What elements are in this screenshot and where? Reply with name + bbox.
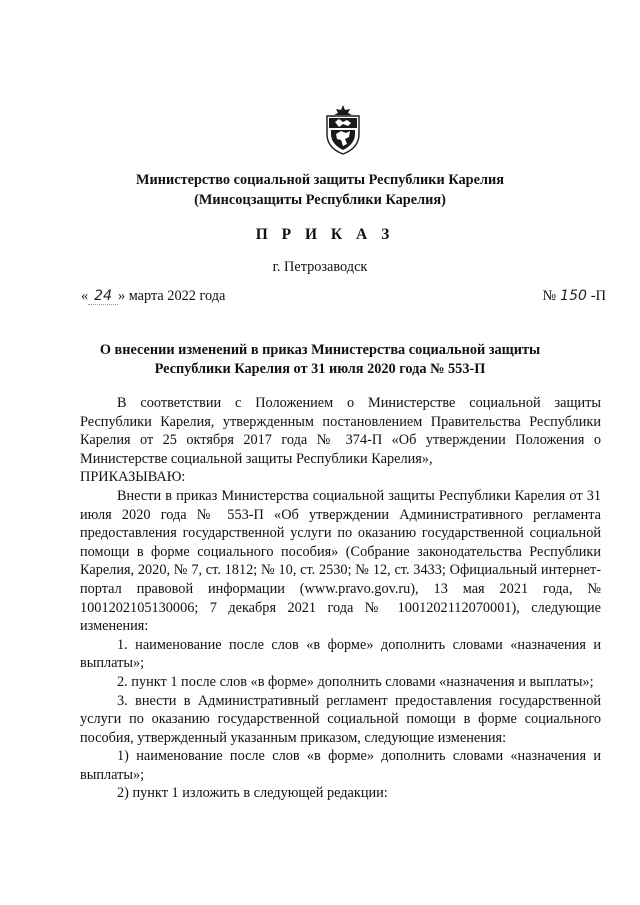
order-title: П Р И К А З	[255, 226, 395, 243]
item-1: 1. наименование после слов «в форме» дополнить словами «назначения и выплаты»;	[80, 636, 601, 672]
ministry-name-line2: (Минсоцзащиты Республики Карелия)	[194, 192, 446, 208]
date-day-handwritten: 24	[88, 288, 118, 305]
item-2: 2. пункт 1 после слов «в форме» дополнить словами «назначения и выплаты»;	[117, 673, 594, 690]
number-handwritten: 150	[560, 288, 587, 304]
subject-line2: Республики Карелия от 31 июля 2020 года № 553-П	[154, 361, 486, 377]
number-prefix: №	[542, 288, 557, 304]
order-body	[80, 394, 601, 803]
item-3: 3. внести в Административный регламент предоставления государственной услуги по оказанию государственной социальной помощи в форме социального пособия, утвержденный указанным приказом, следующие изменения:	[80, 692, 601, 746]
date-open-quote: «	[81, 288, 89, 304]
preamble-paragraph: В соответствии с Положением о Министерстве социальной защиты Республики Карелия, утвержденным постановлением Правительства Республики Карелия от 25 октября 2017 года № 374-П «Об утверждении Положения о Министерстве социальной защиты Республики Карелия»,	[80, 395, 601, 467]
order-number	[543, 288, 606, 305]
karelia-coat-of-arms-icon	[321, 104, 365, 156]
city: г. Петрозаводск	[272, 259, 368, 275]
order-date	[81, 288, 225, 305]
ministry-name	[0, 170, 640, 210]
number-suffix: -П	[590, 288, 606, 304]
subitem-2: 2) пункт 1 изложить в следующей редакции:	[117, 785, 388, 802]
subject-line1: О внесении изменений в приказ Министерства социальной защиты	[99, 342, 541, 358]
date-month-year: » марта 2022 года	[117, 288, 226, 304]
order-subject	[0, 341, 640, 379]
subitem-1: 1) наименование после слов «в форме» дополнить словами «назначения и выплаты»;	[80, 748, 601, 783]
command-word: ПРИКАЗЫВАЮ:	[80, 469, 186, 486]
ministry-name-line1: Министерство социальной защиты Республики Карелия	[136, 172, 504, 188]
main-paragraph: Внести в приказ Министерства социальной защиты Республики Карелия от 31 июля 2020 года № 553-П «Об утверждении Административного регламента предоставления государственной услуги по оказанию государственной социальной помощи в форме социального пособия» (Собрание законодательства Республики Карелия, 2020, № 7, ст. 1812; № 10, ст. 2530; № 12, ст. 3433; Официальный интернет-портал правовой информации (www.pravo.gov.ru), 13 мая 2021 года, № 1001202105130006; 7 декабря 2021 года № 1001202112070001), следующие изменения:	[80, 487, 601, 635]
